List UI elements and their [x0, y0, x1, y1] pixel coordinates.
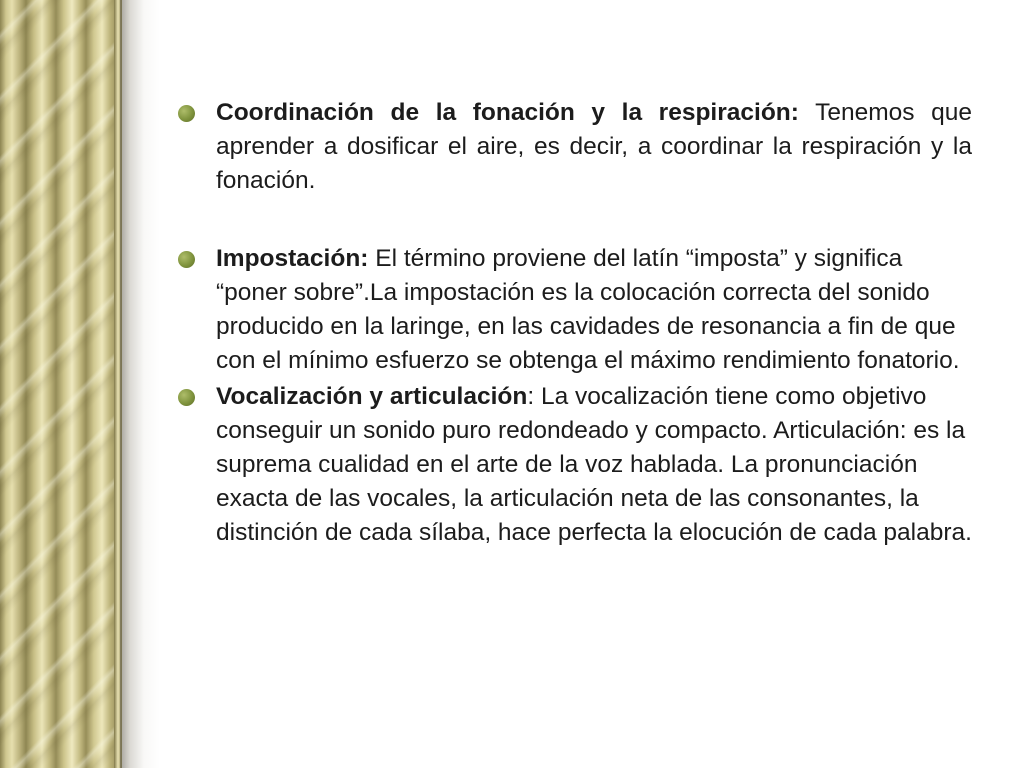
bullet-dot-icon [178, 251, 195, 268]
column-diagonal-stripes [0, 0, 120, 768]
bullet-term: Coordinación de la fonación y la respiración: [216, 99, 799, 126]
bullet-item-impostacion [176, 242, 972, 378]
bullet-dot-icon [178, 105, 195, 122]
column-shadow [120, 0, 160, 768]
bullet-term: Impostación: [216, 245, 369, 272]
bullet-text: Tenemos que aprender a dosificar el aire, es decir, a coordinar la respiración y la fonación. [216, 99, 972, 194]
bullet-item-coordinacion [176, 96, 972, 198]
bullet-text: El término proviene del latín “imposta” y significa “poner sobre”.La impostación es la colocación correcta del sonido producido en la laringe, en las cavidades de resonancia a fin de que con el mínimo esfuerzo se obtenga el máximo rendimiento fonatorio. [216, 245, 960, 374]
bullet-text: : La vocalización tiene como objetivo conseguir un sonido puro redondeado y compacto. Articulación: es la suprema cualidad en el arte de la voz hablada. La pronunciación exacta de las vocales, la articulación neta de las consonantes, la distinción de cada sílaba, hace perfecta la elocución de cada palabra. [216, 383, 972, 546]
bullet-list [176, 96, 972, 550]
bullet-dot-icon [178, 389, 195, 406]
bullet-item-vocalizacion [176, 380, 972, 550]
bullet-term: Vocalización y articulación [216, 383, 528, 410]
